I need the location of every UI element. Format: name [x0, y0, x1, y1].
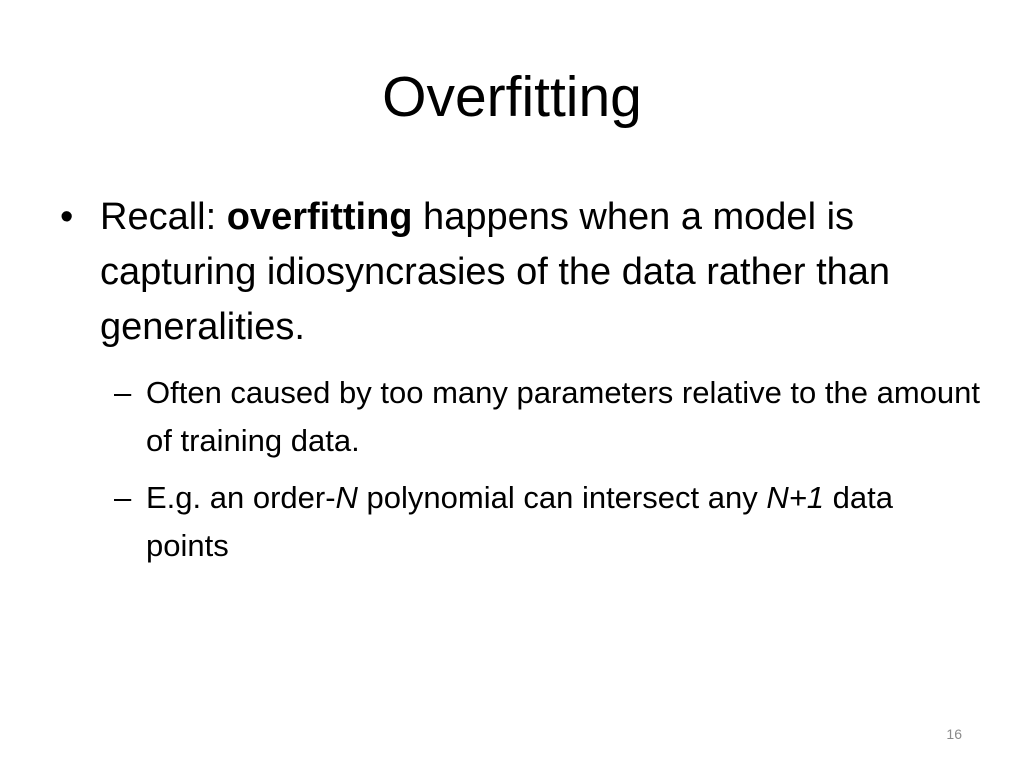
slide-title: Overfitting: [382, 65, 642, 129]
subbullet-text-part1: E.g. an order-: [146, 480, 336, 515]
slide-content: [60, 190, 980, 579]
variable-n-plus-1: N+1: [766, 480, 825, 515]
bullet-recall: [60, 190, 980, 355]
dash-icon: –: [114, 375, 132, 410]
bullet-prefix: Recall:: [100, 196, 227, 238]
subbullet-text: Often caused by too many parameters relative to the amount of training data.: [146, 375, 981, 458]
bullet-text: happens when a model is capturing idiosyncrasies of the data rather than generalities.: [100, 196, 891, 348]
subbullet-parameters: [60, 369, 980, 465]
page-number: 16: [946, 726, 962, 742]
variable-n: N: [335, 480, 358, 515]
subbullet-polynomial: [60, 474, 980, 570]
bullet-dot-icon: •: [60, 196, 74, 238]
subbullet-text-part3: data points: [146, 480, 893, 563]
subbullet-text-part2: polynomial can intersect any: [357, 480, 767, 515]
bullet-emphasis-term: overfitting: [226, 196, 413, 238]
dash-icon: –: [114, 480, 132, 515]
